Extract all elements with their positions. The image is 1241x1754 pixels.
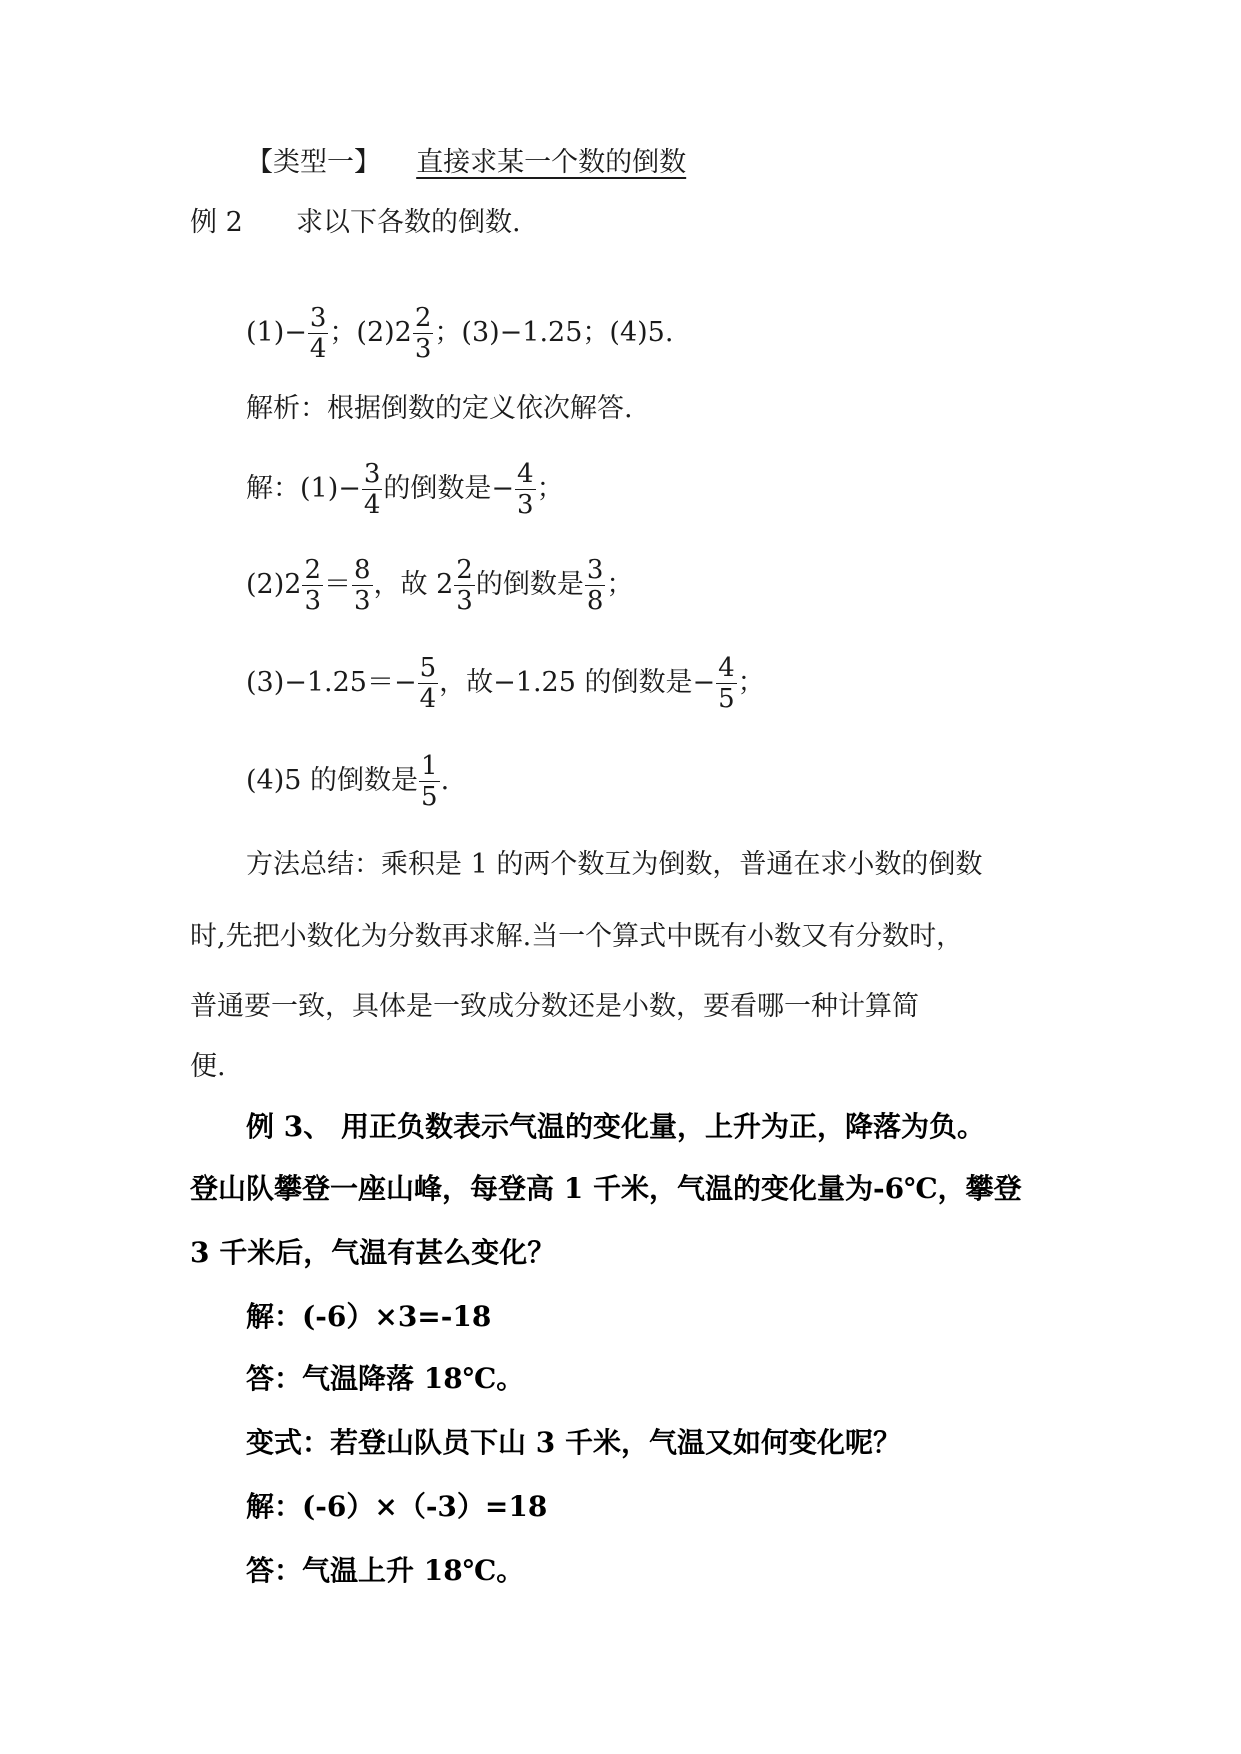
example-label: 例 2 bbox=[190, 207, 243, 238]
solution-text: 的倒数是 bbox=[475, 569, 584, 600]
equals-sign: ＝ bbox=[323, 569, 351, 600]
numerator: 4 bbox=[718, 653, 735, 683]
solution-text: ，故 2 bbox=[373, 569, 454, 600]
example3-answer: 答：气温降落 18℃。 bbox=[246, 1362, 525, 1395]
item-1-sign: − bbox=[284, 317, 307, 348]
punctuation: ； bbox=[737, 667, 765, 698]
example3-variant-solution: 解：(-6）×（-3）=18 bbox=[246, 1490, 548, 1523]
denominator: 5 bbox=[718, 684, 735, 714]
punctuation: . bbox=[440, 765, 450, 796]
separator: ； bbox=[434, 317, 462, 348]
section-label: 【类型一】 bbox=[246, 147, 381, 178]
numerator: 2 bbox=[414, 303, 432, 333]
fraction bbox=[302, 555, 323, 616]
item-1-fraction bbox=[308, 303, 329, 364]
separator: ； bbox=[582, 317, 610, 348]
item-2-fraction bbox=[413, 303, 434, 364]
denominator: 3 bbox=[456, 586, 473, 616]
denominator: 5 bbox=[421, 782, 438, 812]
numerator: 2 bbox=[304, 555, 321, 585]
fraction bbox=[362, 459, 383, 520]
numerator: 1 bbox=[421, 751, 438, 781]
fraction bbox=[585, 555, 606, 616]
denominator: 4 bbox=[309, 334, 327, 364]
summary-line: 时,先把小数化为分数再求解.当一个算式中既有小数又有分数时， bbox=[190, 921, 964, 952]
denominator: 8 bbox=[586, 586, 604, 616]
punctuation: ； bbox=[536, 473, 564, 504]
solution-prefix: (2) bbox=[246, 569, 285, 600]
solution-text: ，故−1.25 的倒数是− bbox=[439, 667, 716, 698]
denominator: 3 bbox=[517, 490, 534, 520]
analysis-line: 解析：根据倒数的定义依次解答. bbox=[246, 393, 633, 424]
denominator: 3 bbox=[304, 586, 321, 616]
numerator: 2 bbox=[456, 555, 473, 585]
solution-4 bbox=[246, 746, 449, 816]
fraction bbox=[418, 653, 439, 714]
summary-line: 普通要一致，具体是一致成分数还是小数，要看哪一种计算简 bbox=[190, 991, 919, 1022]
example3-line: 3 千米后，气温有甚么变化？ bbox=[190, 1236, 556, 1269]
solution-1 bbox=[246, 454, 564, 524]
example3-variant-answer: 答：气温上升 18℃。 bbox=[246, 1554, 525, 1587]
example-prompt: 求以下各数的倒数. bbox=[295, 207, 521, 238]
denominator: 4 bbox=[363, 490, 381, 520]
item-2-label: (2) bbox=[356, 317, 395, 348]
fraction bbox=[419, 751, 440, 812]
punctuation: ； bbox=[606, 569, 634, 600]
example3-variant: 变式：若登山队员下山 3 千米，气温又如何变化呢？ bbox=[246, 1426, 901, 1459]
denominator: 3 bbox=[353, 586, 371, 616]
example3-line: 例 3、 用正负数表示气温的变化量，上升为正，降落为负。 bbox=[246, 1110, 985, 1143]
summary-line: 便. bbox=[190, 1051, 226, 1082]
sign: − bbox=[491, 473, 515, 504]
item-1-label: (1) bbox=[246, 317, 285, 348]
numerator: 3 bbox=[363, 459, 381, 489]
solution-2 bbox=[246, 550, 633, 620]
solution-prefix: 解：(1) bbox=[246, 473, 339, 504]
example3-solution: 解：(-6）×3=-18 bbox=[246, 1300, 492, 1333]
numerator: 5 bbox=[419, 653, 437, 683]
item-3-label: (3) bbox=[461, 317, 500, 348]
numerator: 3 bbox=[586, 555, 604, 585]
summary-line: 方法总结：乘积是 1 的两个数互为倒数，普通在求小数的倒数 bbox=[246, 849, 983, 880]
example3-line: 登山队攀登一座山峰，每登高 1 千米，气温的变化量为-6℃，攀登 bbox=[190, 1172, 1022, 1205]
fraction bbox=[454, 555, 475, 616]
solution-3 bbox=[246, 648, 765, 718]
item-2-whole: 2 bbox=[394, 317, 412, 348]
sign: − bbox=[338, 473, 361, 504]
item-4-label: (4) bbox=[609, 317, 648, 348]
denominator: 3 bbox=[414, 334, 432, 364]
numerator: 3 bbox=[309, 303, 327, 333]
solution-text: 的倒数是 bbox=[383, 473, 492, 504]
denominator: 4 bbox=[419, 684, 437, 714]
solution-prefix: (4)5 的倒数是 bbox=[246, 765, 419, 796]
whole-number: 2 bbox=[284, 569, 302, 600]
section-heading bbox=[246, 146, 686, 180]
section-title: 直接求某一个数的倒数 bbox=[416, 147, 687, 178]
numerator: 8 bbox=[353, 555, 371, 585]
example2-heading bbox=[190, 206, 521, 240]
fraction bbox=[515, 459, 536, 520]
item-4-value: 5. bbox=[647, 317, 674, 348]
separator: ； bbox=[329, 317, 357, 348]
solution-prefix: (3)−1.25＝− bbox=[246, 667, 417, 698]
item-3-value: −1.25 bbox=[499, 317, 583, 348]
numerator: 4 bbox=[517, 459, 534, 489]
fraction bbox=[352, 555, 373, 616]
example2-items bbox=[246, 298, 673, 368]
fraction bbox=[716, 653, 737, 714]
